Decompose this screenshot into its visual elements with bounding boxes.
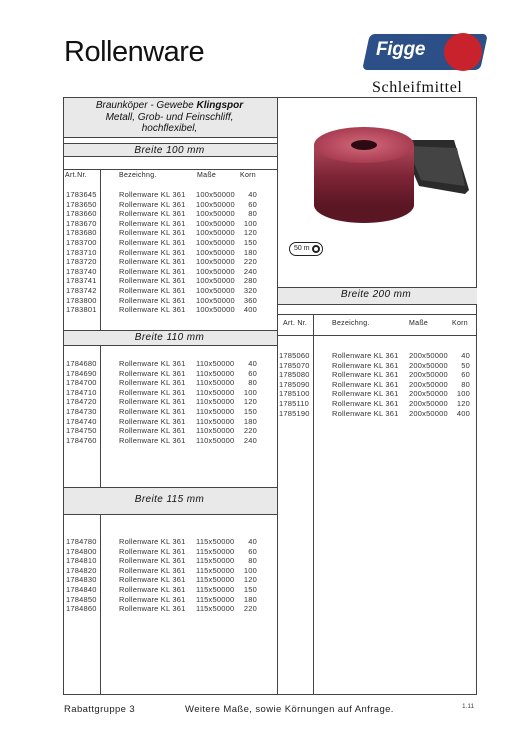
cell-korn: 120 — [243, 228, 257, 238]
cell-art-nr: 1784700 — [66, 378, 97, 388]
cell-masse: 100x50000 — [196, 247, 235, 257]
col-header-art-nr-right: Art. Nr. — [283, 320, 308, 327]
cell-korn: 60 — [248, 199, 257, 209]
cell-bezeichnung: Rollenware KL 361 — [119, 604, 186, 614]
cell-masse: 110x50000 — [196, 435, 235, 445]
cell-masse: 100x50000 — [196, 266, 235, 276]
footer-note: Weitere Maße, sowie Körnungen auf Anfrage. — [185, 704, 394, 715]
cell-masse: 100x50000 — [196, 228, 235, 238]
cell-masse: 115x50000 — [196, 594, 235, 604]
cell-korn: 150 — [243, 407, 257, 416]
cell-bezeichnung: Rollenware KL 361 — [119, 257, 186, 267]
cell-bezeichnung: Rollenware KL 361 — [119, 556, 186, 566]
cell-korn: 220 — [243, 257, 257, 267]
cell-masse: 100x50000 — [196, 199, 235, 209]
cell-art-nr: 1784810 — [66, 556, 97, 566]
cell-masse: 115x50000 — [196, 546, 235, 556]
cell-bezeichnung: Rollenware KL 361 — [119, 426, 186, 436]
cell-bezeichnung: Rollenware KL 361 — [119, 218, 186, 228]
cell-masse: 100x50000 — [196, 218, 235, 228]
cell-masse: 100x50000 — [196, 276, 235, 286]
cell-korn: 150 — [243, 585, 257, 594]
header-line3: hochflexibel, — [141, 123, 198, 134]
cell-masse: 200x50000 — [409, 408, 448, 418]
cell-art-nr: 1783720 — [66, 257, 97, 267]
cell-korn: 400 — [456, 408, 470, 418]
cell-bezeichnung: Rollenware KL 361 — [119, 190, 186, 199]
col-header-bezeichnung-right: Bezeichng. — [332, 320, 370, 327]
cell-art-nr: 1785190 — [279, 408, 310, 418]
cell-masse: 100x50000 — [196, 209, 235, 219]
brand-logo-text: Figge — [376, 39, 426, 60]
cell-masse: 110x50000 — [196, 426, 235, 436]
cell-bezeichnung: Rollenware KL 361 — [332, 408, 399, 418]
cell-korn: 120 — [456, 399, 470, 408]
cell-korn: 120 — [243, 397, 257, 407]
cell-art-nr: 1784850 — [66, 594, 97, 604]
cell-korn: 320 — [243, 286, 257, 295]
cell-art-nr: 1783710 — [66, 247, 97, 257]
cell-masse: 115x50000 — [196, 537, 235, 546]
header-box-text — [63, 100, 276, 135]
col-header-masse: Maße — [197, 172, 217, 179]
cell-masse: 100x50000 — [196, 190, 235, 199]
cell-art-nr: 1784780 — [66, 537, 97, 546]
roll-length-tag — [289, 242, 323, 256]
cell-korn: 100 — [243, 387, 257, 397]
cell-masse: 110x50000 — [196, 368, 235, 378]
cell-bezeichnung: Rollenware KL 361 — [332, 379, 399, 389]
cell-masse: 200x50000 — [409, 360, 448, 370]
cell-bezeichnung: Rollenware KL 361 — [119, 305, 186, 315]
cell-art-nr: 1785100 — [279, 389, 310, 399]
cell-bezeichnung: Rollenware KL 361 — [119, 537, 186, 546]
cell-bezeichnung: Rollenware KL 361 — [119, 565, 186, 575]
cell-masse: 200x50000 — [409, 370, 448, 380]
cell-masse: 110x50000 — [196, 407, 235, 416]
cell-art-nr: 1784820 — [66, 565, 97, 575]
col-header-art-nr: Art.Nr. — [65, 172, 87, 179]
section-b200-title: Breite 200 mm — [340, 289, 412, 300]
abrasive-roll-image — [289, 120, 474, 230]
cell-masse: 200x50000 — [409, 379, 448, 389]
cell-korn: 280 — [243, 276, 257, 286]
cell-art-nr: 1783670 — [66, 218, 97, 228]
cell-korn: 240 — [243, 266, 257, 276]
cell-bezeichnung: Rollenware KL 361 — [119, 368, 186, 378]
footer-rabatt: Rabattgruppe 3 — [64, 704, 136, 715]
cell-art-nr: 1783680 — [66, 228, 97, 238]
cell-bezeichnung: Rollenware KL 361 — [119, 387, 186, 397]
page-title: Rollenware — [64, 36, 205, 68]
cell-korn: 100 — [243, 565, 257, 575]
col-header-korn-right: Korn — [452, 320, 468, 327]
cell-art-nr: 1784740 — [66, 416, 97, 426]
cell-korn: 400 — [243, 305, 257, 315]
cell-korn: 100 — [243, 218, 257, 228]
col-header-bezeichnung: Bezeichng. — [119, 172, 157, 179]
cell-masse: 100x50000 — [196, 238, 235, 247]
cell-art-nr: 1783645 — [66, 190, 97, 199]
cell-masse: 100x50000 — [196, 257, 235, 267]
cell-bezeichnung: Rollenware KL 361 — [332, 399, 399, 408]
cell-bezeichnung: Rollenware KL 361 — [119, 266, 186, 276]
brand-subtitle: Schleifmittel — [372, 79, 463, 96]
cell-art-nr: 1784750 — [66, 426, 97, 436]
cell-art-nr: 1783660 — [66, 209, 97, 219]
cell-masse: 200x50000 — [409, 351, 448, 360]
cell-masse: 115x50000 — [196, 604, 235, 614]
cell-masse: 115x50000 — [196, 585, 235, 594]
cell-bezeichnung: Rollenware KL 361 — [119, 416, 186, 426]
cell-bezeichnung: Rollenware KL 361 — [119, 286, 186, 295]
cell-bezeichnung: Rollenware KL 361 — [119, 238, 186, 247]
cell-masse: 115x50000 — [196, 556, 235, 566]
section-b110-title: Breite 110 mm — [134, 332, 205, 343]
cell-masse: 110x50000 — [196, 359, 235, 368]
cell-bezeichnung: Rollenware KL 361 — [119, 295, 186, 305]
cell-art-nr: 1785080 — [279, 370, 310, 380]
cell-korn: 40 — [248, 359, 257, 368]
cell-art-nr: 1784730 — [66, 407, 97, 416]
cell-art-nr: 1785070 — [279, 360, 310, 370]
cell-art-nr: 1783740 — [66, 266, 97, 276]
cell-masse: 110x50000 — [196, 397, 235, 407]
cell-art-nr: 1783742 — [66, 286, 97, 295]
cell-korn: 60 — [461, 370, 470, 380]
cell-bezeichnung: Rollenware KL 361 — [119, 209, 186, 219]
cell-korn: 360 — [243, 295, 257, 305]
cell-korn: 180 — [243, 416, 257, 426]
cell-masse: 100x50000 — [196, 305, 235, 315]
cell-korn: 220 — [243, 426, 257, 436]
cell-masse: 110x50000 — [196, 416, 235, 426]
cell-bezeichnung: Rollenware KL 361 — [119, 276, 186, 286]
cell-korn: 40 — [248, 190, 257, 199]
cell-masse: 115x50000 — [196, 565, 235, 575]
cell-masse: 110x50000 — [196, 378, 235, 388]
cell-korn: 120 — [243, 575, 257, 585]
cell-korn: 40 — [461, 351, 470, 360]
page-number: 1.11 — [462, 703, 475, 710]
cell-bezeichnung: Rollenware KL 361 — [119, 247, 186, 257]
cell-art-nr: 1785060 — [279, 351, 310, 360]
cell-korn: 180 — [243, 594, 257, 604]
cell-bezeichnung: Rollenware KL 361 — [119, 407, 186, 416]
cell-bezeichnung: Rollenware KL 361 — [119, 585, 186, 594]
cell-korn: 60 — [248, 546, 257, 556]
cell-bezeichnung: Rollenware KL 361 — [332, 351, 399, 360]
cell-bezeichnung: Rollenware KL 361 — [119, 546, 186, 556]
cell-art-nr: 1785110 — [279, 399, 310, 408]
cell-korn: 220 — [243, 604, 257, 614]
cell-korn: 40 — [248, 537, 257, 546]
cell-korn: 240 — [243, 435, 257, 445]
cell-korn: 80 — [248, 209, 257, 219]
cell-korn: 50 — [461, 360, 470, 370]
cell-masse: 115x50000 — [196, 575, 235, 585]
cell-art-nr: 1784800 — [66, 546, 97, 556]
col-header-korn: Korn — [240, 172, 256, 179]
cell-art-nr: 1784760 — [66, 435, 97, 445]
cell-art-nr: 1783650 — [66, 199, 97, 209]
header-line1-prefix: Braunköper - Gewebe — [95, 100, 194, 111]
cell-bezeichnung: Rollenware KL 361 — [119, 199, 186, 209]
cell-art-nr: 1784860 — [66, 604, 97, 614]
cell-korn: 100 — [456, 389, 470, 399]
cell-bezeichnung: Rollenware KL 361 — [332, 360, 399, 370]
cell-art-nr: 1783741 — [66, 276, 97, 286]
cell-bezeichnung: Rollenware KL 361 — [119, 575, 186, 585]
cell-bezeichnung: Rollenware KL 361 — [119, 397, 186, 407]
cell-bezeichnung: Rollenware KL 361 — [119, 378, 186, 388]
cell-korn: 80 — [248, 556, 257, 566]
cell-masse: 100x50000 — [196, 286, 235, 295]
cell-bezeichnung: Rollenware KL 361 — [119, 228, 186, 238]
cell-art-nr: 1784710 — [66, 387, 97, 397]
cell-masse: 100x50000 — [196, 295, 235, 305]
cell-korn: 60 — [248, 368, 257, 378]
cell-art-nr: 1784690 — [66, 368, 97, 378]
brand-logo-circle-icon — [444, 33, 482, 71]
header-line1-brand: Klingspor — [196, 100, 244, 111]
section-b115-title: Breite 115 mm — [134, 494, 205, 505]
roll-length-label: 50 m — [294, 245, 310, 252]
cell-bezeichnung: Rollenware KL 361 — [119, 359, 186, 368]
cell-korn: 80 — [248, 378, 257, 388]
cell-masse: 200x50000 — [409, 399, 448, 408]
cell-korn: 150 — [243, 238, 257, 247]
header-line2: Metall, Grob- und Feinschliff, — [105, 111, 234, 123]
cell-bezeichnung: Rollenware KL 361 — [119, 435, 186, 445]
cell-art-nr: 1784830 — [66, 575, 97, 585]
cell-korn: 80 — [461, 379, 470, 389]
cell-bezeichnung: Rollenware KL 361 — [332, 370, 399, 380]
cell-bezeichnung: Rollenware KL 361 — [332, 389, 399, 399]
cell-masse: 200x50000 — [409, 389, 448, 399]
section-b100-title: Breite 100 mm — [134, 145, 205, 156]
roll-icon — [312, 245, 320, 253]
cell-art-nr: 1784720 — [66, 397, 97, 407]
cell-art-nr: 1783800 — [66, 295, 97, 305]
cell-art-nr: 1784680 — [66, 359, 97, 368]
cell-masse: 110x50000 — [196, 387, 235, 397]
col-header-masse-right: Maße — [409, 320, 429, 327]
cell-art-nr: 1784840 — [66, 585, 97, 594]
cell-korn: 180 — [243, 247, 257, 257]
cell-art-nr: 1785090 — [279, 379, 310, 389]
cell-art-nr: 1783801 — [66, 305, 97, 315]
cell-art-nr: 1783700 — [66, 238, 97, 247]
cell-bezeichnung: Rollenware KL 361 — [119, 594, 186, 604]
